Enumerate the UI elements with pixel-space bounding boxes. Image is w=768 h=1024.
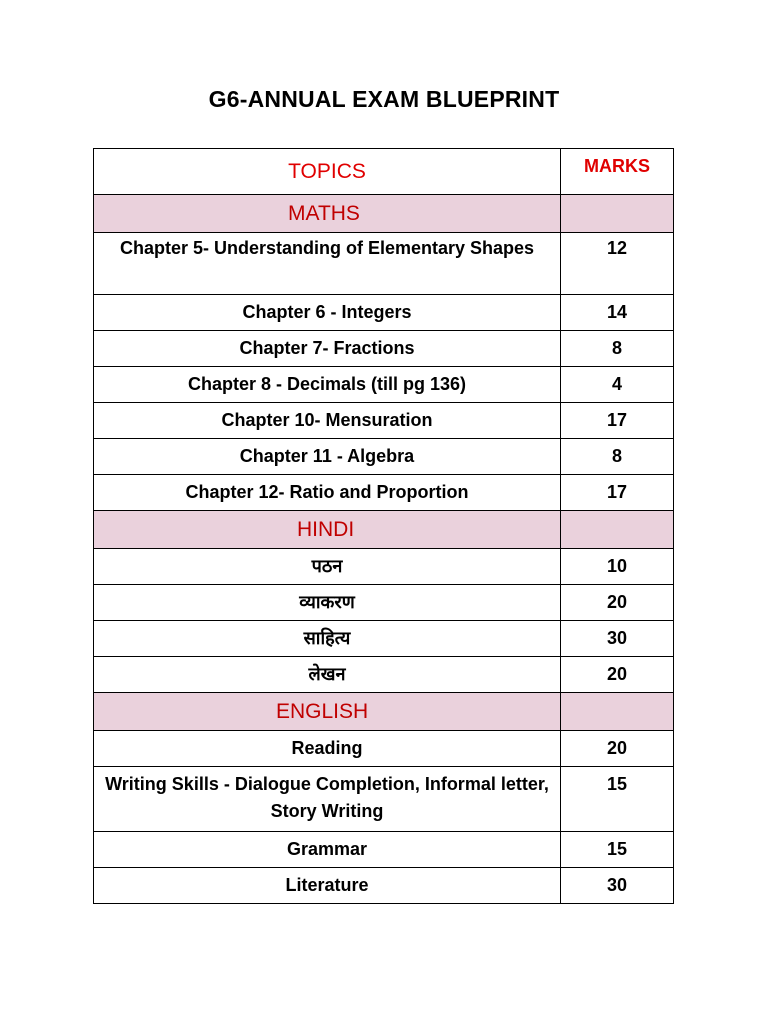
table-row <box>94 549 674 585</box>
table-row <box>94 233 674 295</box>
section-name-english: ENGLISH <box>94 693 561 731</box>
table-row <box>94 868 674 904</box>
page-title: G6-ANNUAL EXAM BLUEPRINT <box>208 86 560 112</box>
topic-cell: लेखन <box>94 657 561 693</box>
table-row <box>94 367 674 403</box>
table-row <box>94 767 674 832</box>
marks-cell: 30 <box>561 868 674 904</box>
section-name-maths: MATHS <box>94 195 561 233</box>
section-name-hindi: HINDI <box>94 511 561 549</box>
section-row-maths <box>94 195 674 233</box>
table-row <box>94 295 674 331</box>
topic-cell: Chapter 10- Mensuration <box>94 403 561 439</box>
table-row <box>94 731 674 767</box>
marks-cell: 20 <box>561 585 674 621</box>
marks-cell: 20 <box>561 657 674 693</box>
marks-cell: 8 <box>561 439 674 475</box>
table-row <box>94 657 674 693</box>
section-marks-blank <box>561 195 674 233</box>
topic-cell: Reading <box>94 731 561 767</box>
table-row <box>94 331 674 367</box>
topic-cell: साहित्य <box>94 621 561 657</box>
marks-cell: 15 <box>561 832 674 868</box>
topic-cell: Chapter 7- Fractions <box>94 331 561 367</box>
marks-cell: 14 <box>561 295 674 331</box>
topic-cell: Chapter 11 - Algebra <box>94 439 561 475</box>
table-row <box>94 621 674 657</box>
marks-header: MARKS <box>561 149 674 195</box>
section-row-hindi <box>94 511 674 549</box>
section-marks-blank <box>561 693 674 731</box>
section-marks-blank <box>561 511 674 549</box>
table-row <box>94 403 674 439</box>
topic-cell: Chapter 5- Understanding of Elementary Shapes <box>94 233 561 295</box>
marks-cell: 17 <box>561 475 674 511</box>
topic-cell: व्याकरण <box>94 585 561 621</box>
topic-cell: Chapter 12- Ratio and Proportion <box>94 475 561 511</box>
table-row <box>94 585 674 621</box>
marks-cell: 30 <box>561 621 674 657</box>
section-row-english <box>94 693 674 731</box>
blueprint-table <box>93 148 674 904</box>
topic-cell: पठन <box>94 549 561 585</box>
topics-header: TOPICS <box>94 149 561 195</box>
table-row <box>94 475 674 511</box>
topic-cell: Literature <box>94 868 561 904</box>
marks-cell: 17 <box>561 403 674 439</box>
topic-cell: Grammar <box>94 832 561 868</box>
marks-cell: 20 <box>561 731 674 767</box>
table-header-row <box>94 149 674 195</box>
table-row <box>94 439 674 475</box>
marks-cell: 4 <box>561 367 674 403</box>
topic-cell: Chapter 8 - Decimals (till pg 136) <box>94 367 561 403</box>
marks-cell: 12 <box>561 233 674 295</box>
table-row <box>94 832 674 868</box>
marks-cell: 15 <box>561 767 674 832</box>
marks-cell: 10 <box>561 549 674 585</box>
marks-cell: 8 <box>561 331 674 367</box>
topic-cell: Chapter 6 - Integers <box>94 295 561 331</box>
topic-cell: Writing Skills - Dialogue Completion, Informal letter, Story Writing <box>94 767 561 832</box>
